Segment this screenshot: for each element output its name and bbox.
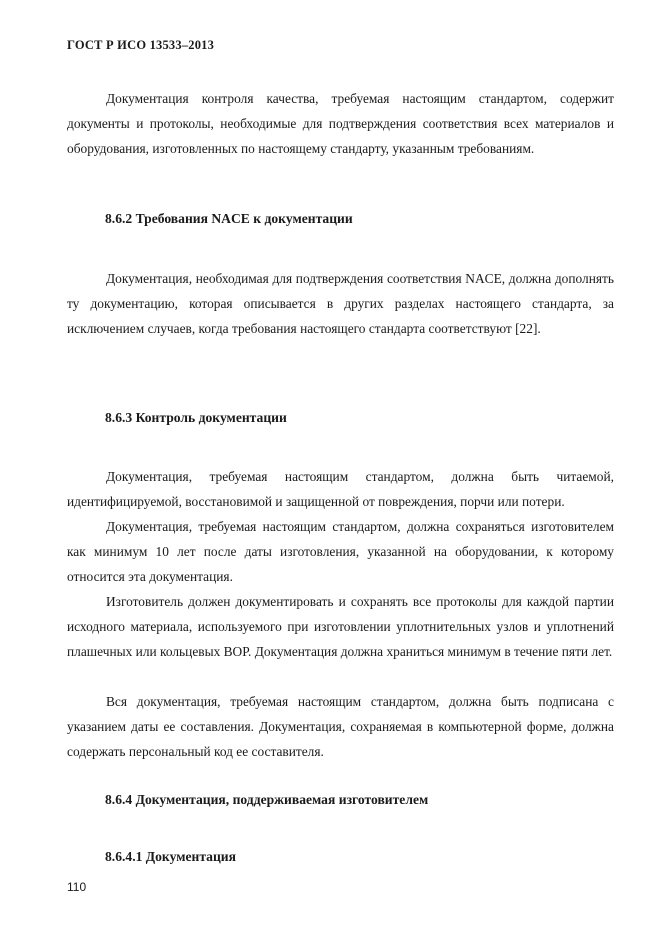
paragraph-doc-signature: Вся документация, требуемая настоящим стандартом, должна быть подписана с указанием даты ее составления. Документация, сохраняемая в компьютерной форме, должна содержать персональный код ее составителя.: [67, 694, 614, 759]
paragraph-nace-docs: Документация, необходимая для подтверждения соответствия NACE, должна дополнять ту документацию, которая описывается в других разделах настоящего стандарта, за исключением случаев, когда требования настоящего стандарта соответствуют [22].: [67, 271, 614, 336]
page-header: ГОСТ Р ИСО 13533–2013: [67, 38, 215, 52]
paragraph-doc-retention: Документация, требуемая настоящим стандартом, должна сохраняться изготовителем как минимум 10 лет после даты изготовления, указанной на оборудовании, к которому относится эта документация.: [67, 519, 614, 584]
page-number: 110: [67, 880, 87, 894]
paragraph-material-records: Изготовитель должен документировать и сохранять все протоколы для каждой партии исходного материала, используемого при изготовлении уплотнительных узлов и уплотнений плашечных или кольцевых ВОР. Документация должна храниться минимум в течение пяти лет.: [67, 594, 614, 659]
section-heading-8-6-2: 8.6.2 Требования NACE к документации: [105, 211, 353, 226]
section-heading-8-6-4: 8.6.4 Документация, поддерживаемая изготовителем: [105, 792, 429, 807]
paragraph-doc-readable: Документация, требуемая настоящим стандартом, должна быть читаемой, идентифицируемой, восстановимой и защищенной от повреждения, порчи или потери.: [67, 469, 614, 509]
section-heading-8-6-4-1: 8.6.4.1 Документация: [105, 849, 236, 864]
paragraph-quality-docs: Документация контроля качества, требуемая настоящим стандартом, содержит документы и протоколы, необходимые для подтверждения соответствия всех материалов и оборудования, изготовленных по настоящему стандарту, указанным требованиям.: [67, 91, 614, 156]
section-heading-8-6-3: 8.6.3 Контроль документации: [105, 410, 287, 425]
